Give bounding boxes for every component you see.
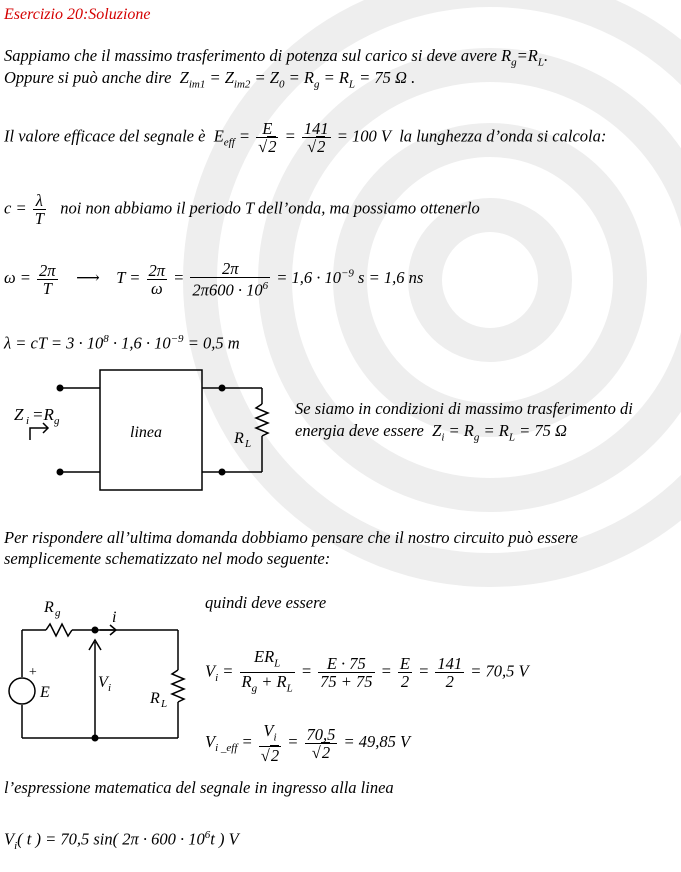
current-label: i	[112, 609, 117, 626]
paragraph-effective-value: Il valore efficace del segnale è $E_{eff}$ = $\frac{E}{√2}$ = $\frac{141}{√2}$ = 100 V la lunghezza d’onda si calcola:	[4, 119, 607, 156]
svg-text:i: i	[108, 682, 112, 694]
paragraph-speed-formula: c = $\frac{\lambda}{T}$ noi non abbiamo il periodo T dell’onda, ma possiamo ottenerlo	[4, 191, 480, 228]
paragraph-input-signal: l’espressione matematica del segnale in ingresso alla linea	[4, 778, 394, 797]
paragraph-last-question-1: Per rispondere all’ultima domanda dobbiamo pensare che il nostro circuito può essere	[4, 528, 578, 547]
rl-label: R	[150, 690, 160, 707]
svg-text:i: i	[26, 415, 30, 427]
paragraph-impedance-equality: Oppure si può anche dire $Z_{im1} = Z_{im2} = Z_0 = R_g = R_L = 75$ Ω .	[4, 68, 416, 91]
exercise-title: Esercizio 20:Soluzione	[4, 6, 151, 23]
line-box-label: linea	[130, 424, 162, 441]
svg-text:g: g	[55, 607, 61, 619]
equation-vi-eff: $V_{i \_eff}$ = $\frac{V_i}{√2}$ = $\frac{70,5}{√2}$ = 49,85 V	[205, 721, 411, 766]
source-circuit-diagram	[0, 590, 200, 750]
equation-vi: $V_i$ = $\frac{ER_L}{R_g + R_L}$ = $\frac{E \cdot 75}{75 + 75}$ = $\frac{E}{2}$ = $\frac{141}{2}$ = 70,5 V	[205, 647, 529, 695]
load-label: R	[234, 430, 244, 447]
side-text-max-transfer-1: Se siamo in condizioni di massimo trasferimento di	[295, 399, 633, 418]
paragraph-max-transfer: Sappiamo che il massimo trasferimento di potenza sul carico si deve avere $R_g=R_L$.	[4, 46, 549, 69]
paragraph-last-question-2: semplicemente schematizzato nel modo seguente:	[4, 549, 331, 568]
source-label: E	[40, 684, 50, 701]
equation-period: ω = $\frac{2\pi}{T}$ ⟶ T = $\frac{2\pi}{\omega}$ = $\frac{2\pi}{2\pi 600 \cdot 10^6}$ = $1,6 \cdot 10^{-9}$ s = 1,6 ns	[4, 259, 424, 300]
vi-label: V	[98, 674, 108, 691]
svg-text:L: L	[161, 698, 168, 710]
svg-text:L: L	[245, 438, 252, 450]
equation-wavelength: λ = cT = $3 \cdot 10^8 \cdot 1,6 \cdot 10^{-9} = 0,5$ m	[4, 333, 240, 353]
line-circuit-diagram	[0, 360, 290, 500]
side-text-therefore: quindi deve essere	[205, 593, 327, 612]
equation-input-signal: $V_i$( t ) = 70,5 sin( $2\pi \cdot 600 \cdot 10^6t$ ) V	[4, 829, 239, 852]
zi-label: Z	[14, 405, 24, 424]
side-text-max-transfer-2: energia deve essere $Z_i = R_g = R_L = 75$ Ω	[295, 421, 567, 444]
svg-text:g: g	[54, 415, 60, 427]
rg-label: R	[44, 599, 54, 616]
plus-label: +	[28, 665, 38, 680]
svg-text:=R: =R	[32, 405, 54, 424]
